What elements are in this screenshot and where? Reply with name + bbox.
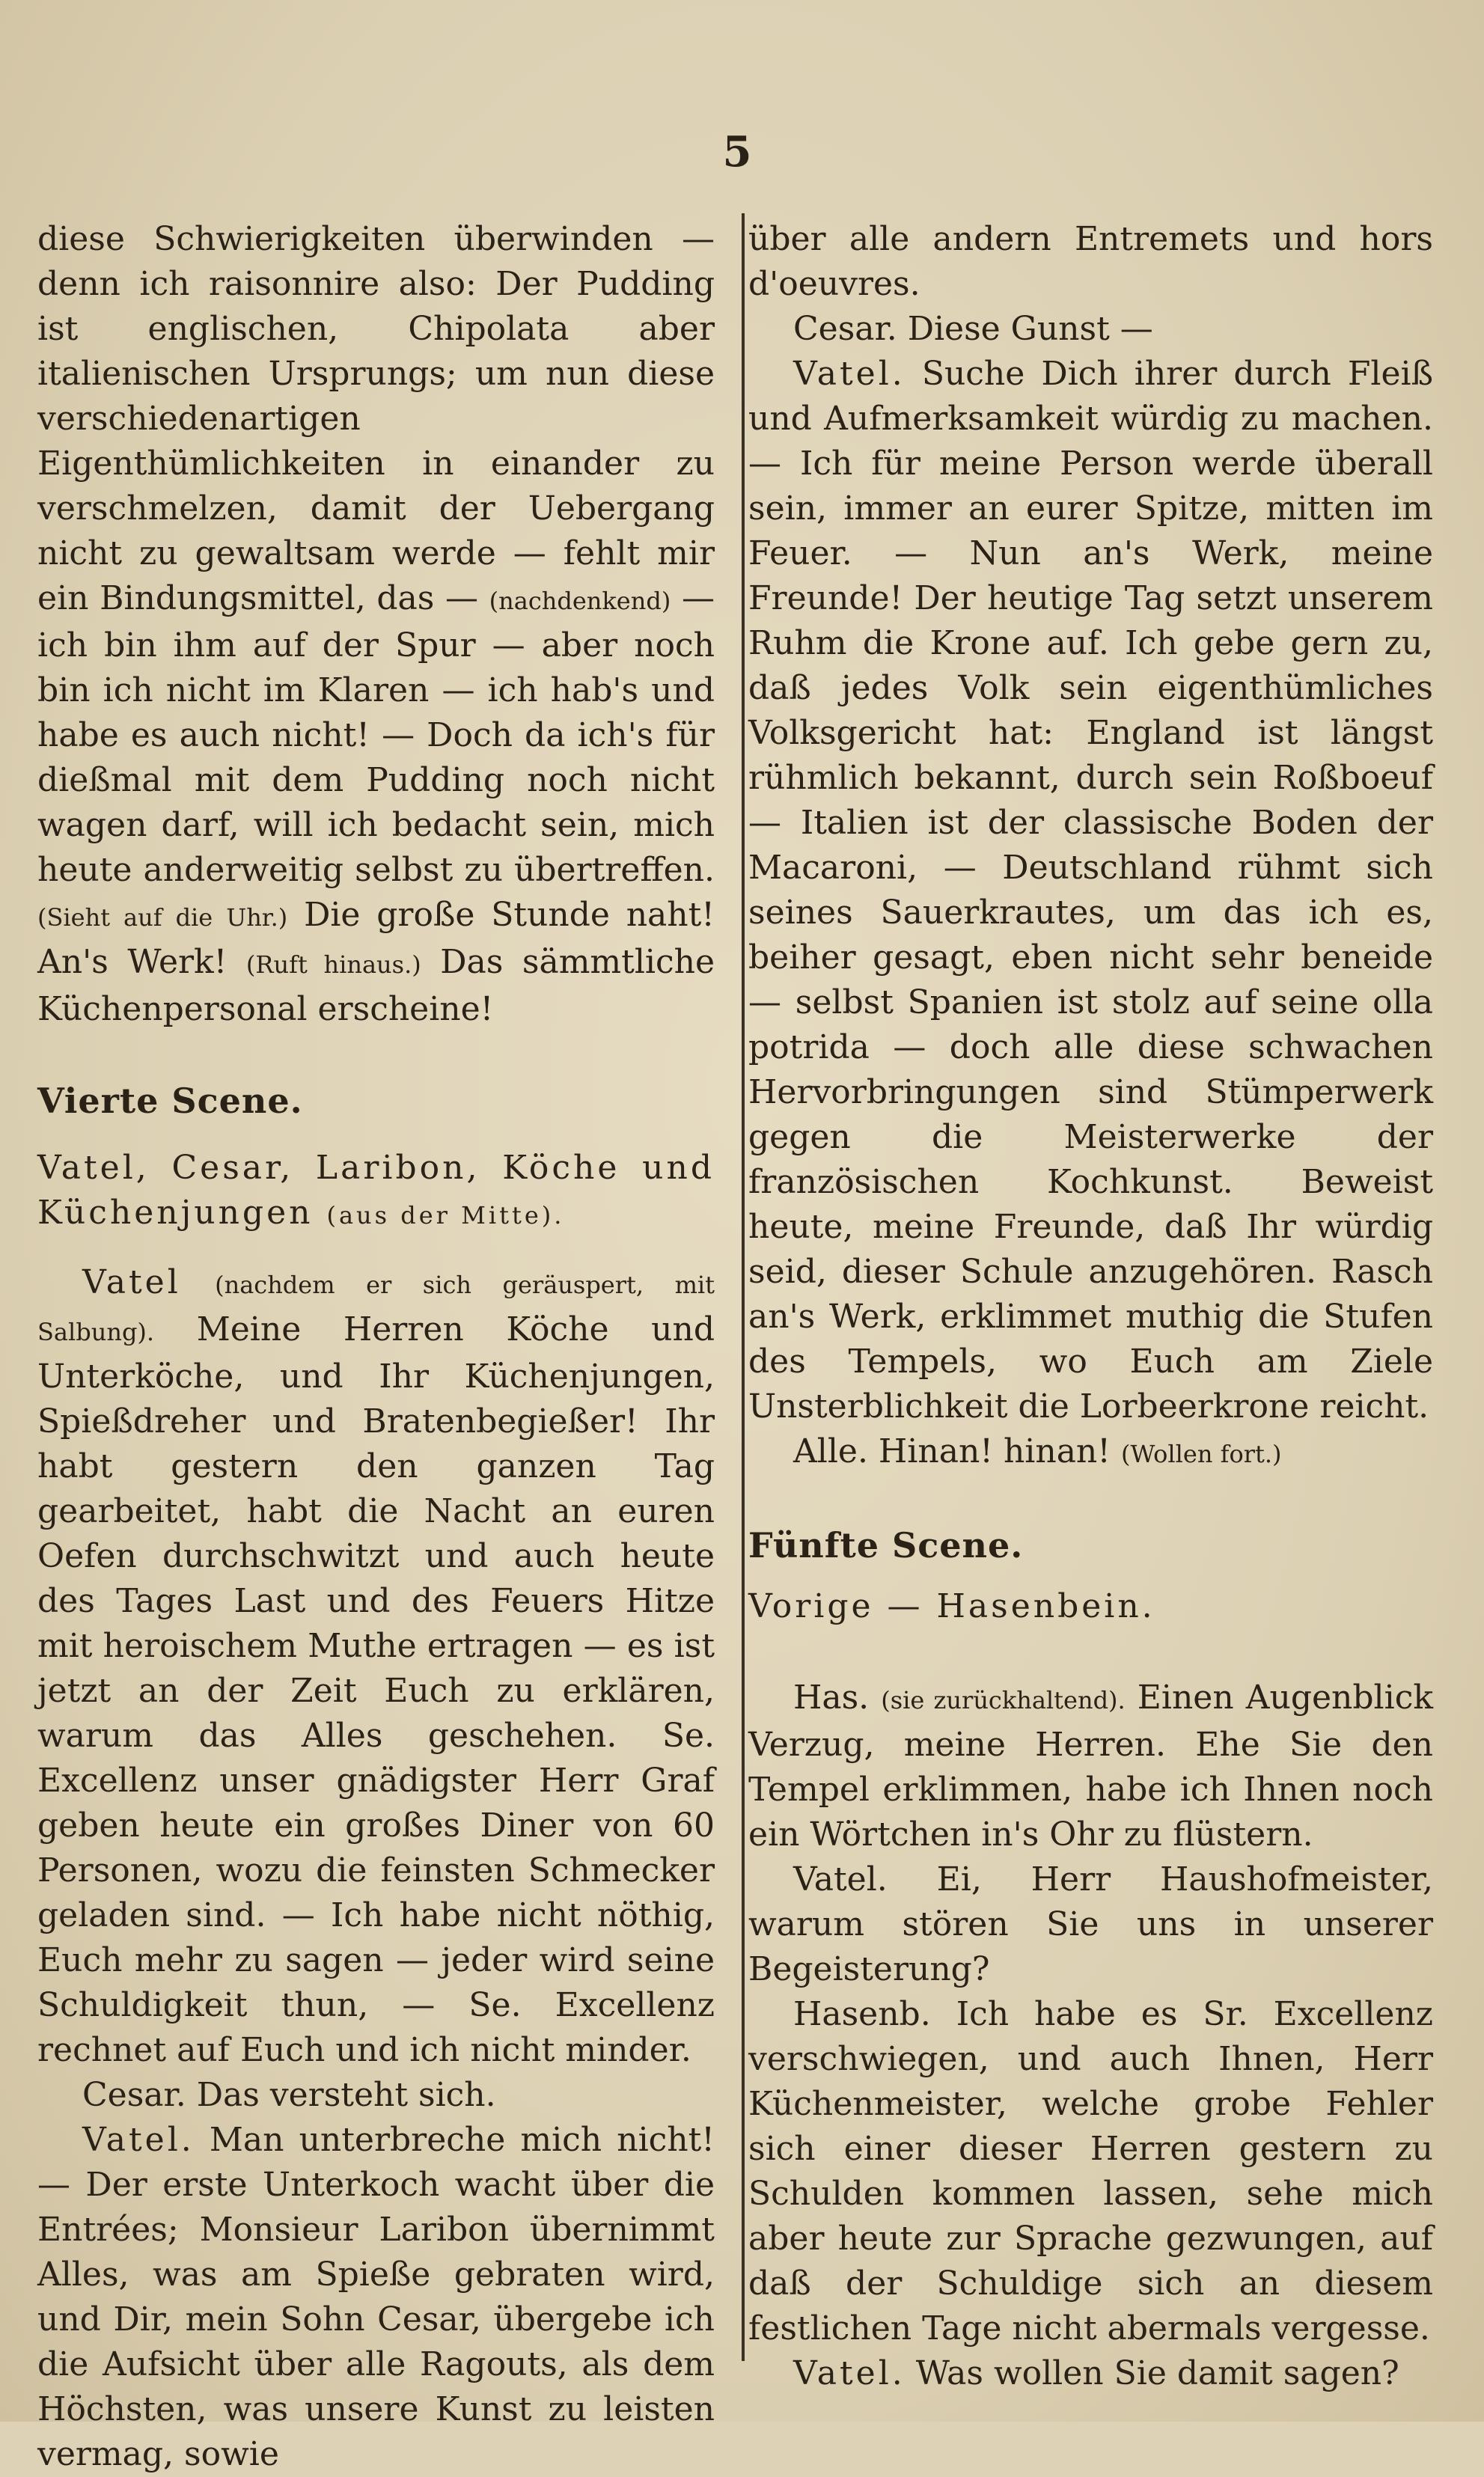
stage-direction: (nachdenkend) [489, 587, 671, 615]
stage-direction: (Wollen fort.) [1120, 1440, 1282, 1468]
cast-list: Vatel, Cesar, Laribon, Köche und Küchenjungen (aus der Mitte). [37, 1149, 715, 1232]
stage-direction: (sie zurückhaltend). [881, 1686, 1126, 1714]
speaker-name: Has. [793, 1679, 870, 1717]
scene-heading: Fünfte Scene. [748, 1525, 1024, 1566]
speaker-name: Vatel. [82, 2121, 195, 2159]
dialogue-paragraph: diese Schwierigkeiten überwinden — denn ich raisonnire also: Der Pudding ist englischen, Chipolata aber italienischen Ursprungs; um nun diese verschiedenartigen Eigenthümlichkeiten in einander zu verschmelzen, damit der Uebergang nicht zu gewaltsam werde — fehlt mir ein Bindungsmittel, das — (nachdenkend) — ich bin ihm auf der Spur — aber noch bin ich nicht im Klaren — ich hab's und habe es auch nicht! — Doch da ich's für dießmal mit dem Pudding noch nicht wagen darf, will ich bedacht sein, mich heute anderweitig selbst zu übertreffen. (Sieht auf die Uhr.) Die große Stunde naht! An's Werk! (Ruft hinaus.) Das sämmtliche Küchenpersonal erscheine! [37, 220, 715, 1028]
dialogue-paragraph: Vatel (nachdem er sich geräuspert, mit Salbung). Meine Herren Köche und Unterköche, und Ihr Küchenjungen, Spießdreher und Bratenbegießer! Ihr habt gestern den ganzen Tag gearbeitet, habt die Nacht an euren Oefen durchschwitzt und auch heute des Tages Last und des Feuers Hitze mit heroischem Muthe ertragen — es ist jetzt an der Zeit Euch zu erklären, warum das Alles geschehen. Se. Excellenz unser gnädigster Herr Graf geben heute ein großes Diner von 60 Personen, wozu die feinsten Schmecker geladen sind. — Ich habe nicht nöthig, Euch mehr zu sagen — jeder wird seine Schuldigkeit thun, — Se. Excellenz rechnet auf Euch und ich nicht minder. [37, 1263, 715, 2069]
cast-list: Vorige — Hasenbein. [748, 1587, 1155, 1625]
column-divider [742, 213, 745, 2361]
dialogue-paragraph: Vatel. Was wollen Sie damit sagen? [793, 2354, 1399, 2392]
dialogue-paragraph: Vatel. Suche Dich ihrer durch Fleiß und Aufmerksamkeit würdig zu machen. — Ich für meine Person werde überall sein, immer an eurer Spitze, mitten im Feuer. — Nun an's Werk, meine Freunde! Der heutige Tag setzt unserem Ruhm die Krone auf. Ich gebe gern zu, daß jedes Volk sein eigenthümliches Volksgericht hat: England ist längst rühmlich bekannt, durch sein Roßboeuf — Italien ist der classische Boden der Macaroni, — Deutschland rühmt sich seines Sauerkrautes, um das ich es, beiher gesagt, eben nicht sehr beneide — selbst Spanien ist stolz auf seine olla potrida — doch alle diese schwachen Hervorbringungen sind Stümperwerk gegen die Meisterwerke der französischen Kochkunst. Beweist heute, meine Freunde, daß Ihr würdig seid, dieser Schule anzugehören. Rasch an's Werk, erklimmet muthig die Stufen des Tempels, wo Euch am Ziele Unsterblichkeit die Lorbeerkrone reicht. [748, 355, 1433, 1426]
speaker-name: Vatel [82, 1263, 181, 1301]
stage-direction: (Ruft hinaus.) [245, 950, 421, 979]
speaker-name: Vatel. [793, 355, 906, 393]
stage-direction: (Sieht auf die Uhr.) [37, 903, 288, 932]
stage-direction: (nachdem er sich geräuspert, mit Salbung). [37, 1271, 715, 1346]
dialogue-paragraph: über alle andern Entremets und hors d'oeuvres. [748, 220, 1433, 303]
stage-direction: (aus der Mitte). [326, 1201, 565, 1230]
dialogue-paragraph: Hasenb. Ich habe es Sr. Excellenz verschwiegen, und auch Ihnen, Herr Küchenmeister, welche grobe Fehler sich einer dieser Herren gestern zu Schulden kommen lassen, sehe mich aber heute zur Sprache gezwungen, auf daß der Schuldige sich an diesem festlichen Tage nicht abermals vergesse. [748, 1995, 1433, 2348]
right-column [748, 217, 1433, 2396]
dialogue-paragraph: Alle. Hinan! hinan! (Wollen fort.) [793, 1432, 1282, 1470]
dialogue-paragraph: Vatel. Ei, Herr Haushofmeister, warum stören Sie uns in unserer Begeisterung? [748, 1860, 1433, 1988]
speaker-name: Vatel. [793, 2354, 906, 2392]
scene-heading: Vierte Scene. [37, 1081, 303, 1121]
page-number: 5 [722, 127, 752, 177]
speaker-name: Hasenb. [793, 1995, 931, 2033]
dialogue-paragraph: Vatel. Man unterbreche mich nicht! — Der erste Unterkoch wacht über die Entrées; Monsieur Laribon übernimmt Alles, was am Spieße gebraten wird, und Dir, mein Sohn Cesar, übergebe ich die Aufsicht über alle Ragouts, als dem Höchsten, was unsere Kunst zu leisten vermag, sowie [37, 2121, 715, 2473]
dialogue-paragraph: Cesar. Das versteht sich. [82, 2076, 496, 2114]
dialogue-paragraph: Has. (sie zurückhaltend). Einen Augenblick Verzug, meine Herren. Ehe Sie den Tempel erklimmen, habe ich Ihnen noch ein Wörtchen in's Ohr zu flüstern. [748, 1679, 1433, 1854]
left-column [37, 217, 715, 2477]
dialogue-paragraph: Cesar. Diese Gunst — [793, 310, 1153, 348]
